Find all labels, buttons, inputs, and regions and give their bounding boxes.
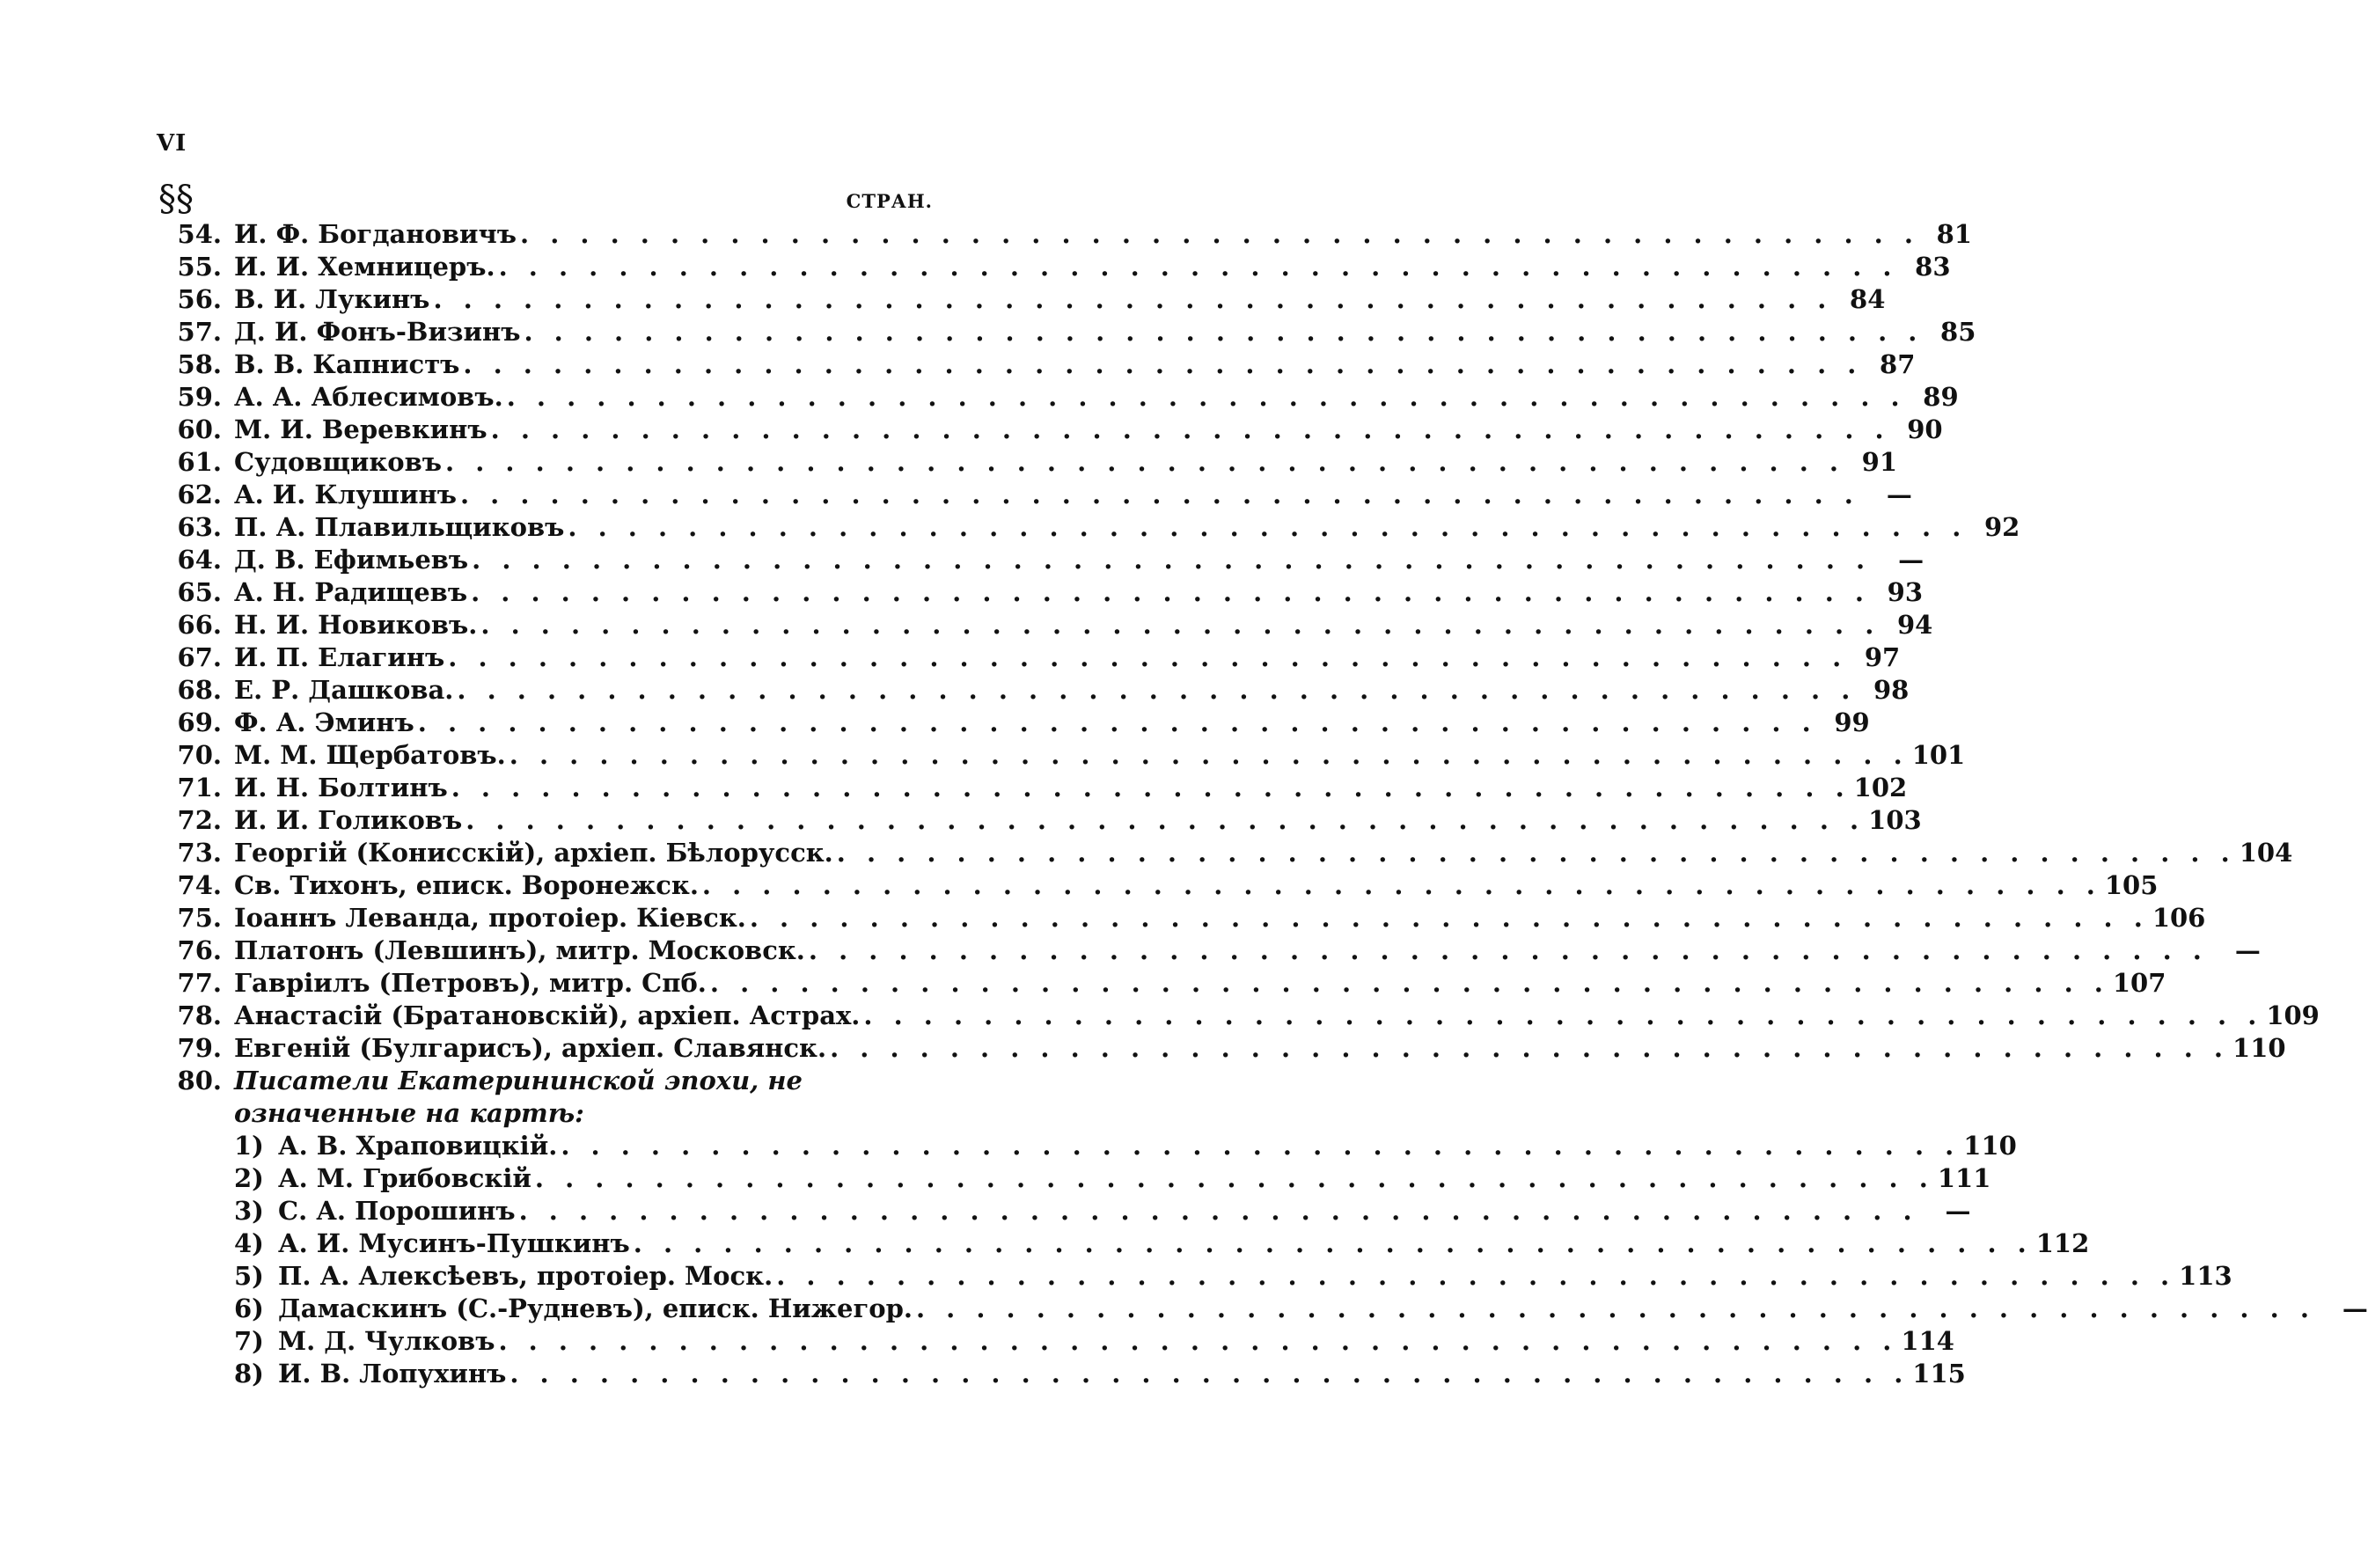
toc-entry <box>158 609 1933 641</box>
entry-page: 90 <box>1907 414 1943 444</box>
sub-entry-number: 2) <box>234 1163 264 1193</box>
sub-entry-title: А. И. Мусинъ-Пушкинъ <box>278 1228 630 1258</box>
sub-entry-number: 6) <box>234 1293 264 1323</box>
entry-number: 68. <box>177 675 222 705</box>
entry-page: 105 <box>2104 870 2159 900</box>
sub-entry-title: А. В. Храповицкій. <box>278 1131 558 1161</box>
toc-header <box>158 176 933 222</box>
toc-entry <box>158 544 1924 576</box>
entry-title: Н. И. Новиковъ. <box>234 610 478 640</box>
toc-entry <box>158 934 2261 967</box>
entry-number: 73. <box>177 838 222 868</box>
sub-entry-number: 7) <box>234 1326 264 1356</box>
dot-leader <box>463 348 1862 381</box>
entry-number: 71. <box>177 773 222 802</box>
sub-entry-page: 111 <box>1937 1163 1991 1193</box>
dot-leader <box>451 772 1851 804</box>
entry-page: 85 <box>1940 317 1976 347</box>
toc-entry <box>158 348 1916 381</box>
entry-page: 91 <box>1861 447 1897 477</box>
dot-leader <box>535 1162 1934 1195</box>
dot-leader <box>491 414 1890 446</box>
sub-entry-title: П. А. Алексѣевъ, протоіер. Моск. <box>278 1261 773 1291</box>
toc-entry <box>158 869 2159 902</box>
entry-number: 76. <box>177 935 222 965</box>
entry-page: 92 <box>1983 512 2020 542</box>
dot-leader <box>471 576 1870 609</box>
entry-title: Св. Тихонъ, еписк. Воронежск. <box>234 870 699 900</box>
entry-page: — <box>2234 935 2261 965</box>
toc-sub-entry <box>158 1195 1971 1227</box>
dot-leader <box>837 837 2236 869</box>
toc-sub-entry <box>158 1227 2090 1260</box>
entry-number: 77. <box>177 968 222 998</box>
entry-page: — <box>1886 480 1912 509</box>
sub-entry-page: — <box>1945 1196 1971 1226</box>
entry-number: 59. <box>177 382 222 412</box>
entry-page: 102 <box>1853 773 1908 802</box>
sub-entry-page: 115 <box>1912 1359 1966 1388</box>
toc-entry <box>158 902 2206 934</box>
dot-leader <box>776 1260 2175 1293</box>
toc-entry <box>158 283 1886 316</box>
entry-number: 80. <box>177 1066 222 1095</box>
toc-sub-entry <box>158 1325 1954 1358</box>
entry-title: Судовщиковъ <box>234 447 443 477</box>
dot-leader <box>519 1195 1918 1227</box>
entry-page: 109 <box>2266 1000 2320 1030</box>
entry-title: В. И. Лукинъ <box>234 284 430 314</box>
entry-title: А. Н. Радищевъ <box>234 577 468 607</box>
sub-entry-page: 114 <box>1901 1326 1954 1356</box>
dot-leader <box>433 283 1832 316</box>
toc-entry <box>158 251 1951 283</box>
dot-leader <box>809 934 2208 967</box>
entry-page: 81 <box>1936 219 1972 249</box>
entry-page: 84 <box>1850 284 1886 314</box>
entry-page: 104 <box>2239 838 2293 868</box>
sub-entry-page: 113 <box>2179 1261 2232 1291</box>
dot-leader <box>480 609 1880 641</box>
entry-number: 56. <box>177 284 222 314</box>
toc-entry <box>158 446 1897 479</box>
toc-entry <box>158 1000 2320 1032</box>
toc-entry <box>158 967 2166 1000</box>
entry-title: М. И. Веревкинъ <box>234 414 488 444</box>
dot-leader <box>418 707 1817 739</box>
entry-title: В. В. Капнистъ <box>234 349 460 379</box>
toc-entry <box>158 479 1912 511</box>
dot-leader <box>498 1325 1897 1358</box>
entry-title: Платонъ (Левшинъ), митр. Московск. <box>234 935 805 965</box>
dot-leader <box>472 544 1871 576</box>
entry-number: 70. <box>177 740 222 770</box>
entry-number: 55. <box>177 252 222 282</box>
entry-title: А. И. Клушинъ <box>234 480 457 509</box>
dot-leader <box>524 316 1923 348</box>
entry-number: 64. <box>177 545 222 575</box>
page-column-label: СТРАН. <box>846 190 933 212</box>
dot-leader <box>510 1358 1909 1390</box>
dot-leader <box>448 641 1847 674</box>
toc-entry <box>158 1032 2286 1065</box>
entry-page: 110 <box>2232 1033 2286 1063</box>
sub-entry-page: 110 <box>1963 1131 2017 1161</box>
entry-title: Ф. А. Эминъ <box>234 707 414 737</box>
entry-number: 69. <box>177 707 222 737</box>
dot-leader <box>568 511 1967 544</box>
toc-entry <box>158 804 1922 837</box>
sub-entry-number: 5) <box>234 1261 264 1291</box>
sub-entry-title: А. М. Грибовскій <box>278 1163 532 1193</box>
sub-entry-number: 1) <box>234 1131 264 1161</box>
dot-leader <box>830 1032 2229 1065</box>
entry-number: 58. <box>177 349 222 379</box>
entry-number: 66. <box>177 610 222 640</box>
dot-leader <box>460 479 1859 511</box>
dot-leader <box>710 967 2109 1000</box>
sub-entry-page: — <box>2342 1293 2368 1323</box>
entry-number: 61. <box>177 447 222 477</box>
entry-title: Е. Р. Дашкова. <box>234 675 454 705</box>
toc-entry <box>158 218 1972 251</box>
sub-entry-number: 4) <box>234 1228 264 1258</box>
section-mark: §§ <box>158 179 194 219</box>
dot-leader <box>634 1227 2033 1260</box>
entry-title: И. И. Хемницеръ. <box>234 252 495 282</box>
sub-entry-number: 8) <box>234 1359 264 1388</box>
entry-title: Д. В. Ефимьевъ <box>234 545 469 575</box>
entry-title: Д. И. Фонъ-Визинъ <box>234 317 521 347</box>
entry-page: 83 <box>1915 252 1951 282</box>
toc-sub-entry <box>158 1293 2368 1325</box>
toc-entry <box>158 414 1943 446</box>
toc-sub-entry <box>158 1130 2017 1162</box>
entry-title: Анастасій (Братановскій), архіеп. Астрах. <box>234 1000 861 1030</box>
entry-page: 106 <box>2152 903 2206 933</box>
dot-leader <box>863 1000 2262 1032</box>
entry-title: И. Н. Болтинъ <box>234 773 448 802</box>
toc-entry <box>158 837 2293 869</box>
dot-leader <box>466 804 1865 837</box>
entry-title: А. А. Аблесимовъ. <box>234 382 503 412</box>
entry-page: 97 <box>1864 642 1901 672</box>
entry-number: 63. <box>177 512 222 542</box>
dot-leader <box>520 218 1919 251</box>
entry-number: 75. <box>177 903 222 933</box>
dot-leader <box>457 674 1856 707</box>
table-of-contents <box>158 218 2368 1390</box>
entry-page: — <box>1898 545 1924 575</box>
dot-leader <box>499 251 1898 283</box>
toc-entry <box>158 641 1901 674</box>
toc-entry <box>158 674 1910 707</box>
toc-entry <box>158 739 1966 772</box>
entry-number: 60. <box>177 414 222 444</box>
entry-page: 94 <box>1896 610 1933 640</box>
toc-sub-entry <box>158 1358 1966 1390</box>
sub-entry-title: И. В. Лопухинъ <box>278 1359 507 1388</box>
dot-leader <box>507 381 1906 414</box>
toc-sub-entry <box>158 1162 1991 1195</box>
entry-number: 62. <box>177 480 222 509</box>
entry-page: 87 <box>1880 349 1916 379</box>
entry-page: 107 <box>2112 968 2166 998</box>
toc-entry-section-heading <box>158 1065 933 1130</box>
dot-leader <box>916 1293 2315 1325</box>
entry-title: И. И. Голиковъ <box>234 805 463 835</box>
entry-title: И. П. Елагинъ <box>234 642 445 672</box>
entry-title: М. М. Щербатовъ. <box>234 740 506 770</box>
sub-entry-title: С. А. Порошинъ <box>278 1196 516 1226</box>
sub-entry-number: 3) <box>234 1196 264 1226</box>
entry-number: 67. <box>177 642 222 672</box>
dot-leader <box>750 902 2149 934</box>
page-number: VI <box>157 130 187 157</box>
sub-entry-title: Дамаскинъ (С.-Рудневъ), еписк. Нижегор. <box>278 1293 913 1323</box>
toc-entry <box>158 511 2020 544</box>
toc-entry <box>158 316 1976 348</box>
toc-entry <box>158 381 1959 414</box>
toc-entry <box>158 707 1870 739</box>
entry-title: И. Ф. Богдановичъ <box>234 219 517 249</box>
entry-title: Писатели Екатерининской эпохи, не означенные на картѣ: <box>234 1066 803 1128</box>
dot-leader <box>561 1130 1960 1162</box>
entry-title: Іоаннъ Леванда, протоіер. Кіевск. <box>234 903 746 933</box>
toc-entry <box>158 772 1908 804</box>
dot-leader <box>510 739 1909 772</box>
sub-entry-title: М. Д. Чулковъ <box>278 1326 495 1356</box>
entry-page: 93 <box>1887 577 1924 607</box>
toc-entry <box>158 576 1924 609</box>
entry-number: 78. <box>177 1000 222 1030</box>
entry-title: П. А. Плавильщиковъ <box>234 512 565 542</box>
entry-number: 54. <box>177 219 222 249</box>
entry-number: 72. <box>177 805 222 835</box>
entry-title: Гавріилъ (Петровъ), митр. Спб. <box>234 968 707 998</box>
entry-title: Георгій (Конисскій), архіеп. Бѣлорусск. <box>234 838 833 868</box>
entry-page: 99 <box>1834 707 1870 737</box>
toc-sub-entry <box>158 1260 2232 1293</box>
entry-number: 74. <box>177 870 222 900</box>
dot-leader <box>445 446 1844 479</box>
entry-number: 57. <box>177 317 222 347</box>
dot-leader <box>702 869 2101 902</box>
entry-page: 89 <box>1923 382 1959 412</box>
entry-page: 98 <box>1873 675 1910 705</box>
entry-page: 101 <box>1911 740 1966 770</box>
sub-entry-page: 112 <box>2035 1228 2090 1258</box>
entry-number: 65. <box>177 577 222 607</box>
entry-number: 79. <box>177 1033 222 1063</box>
entry-title: Евгеній (Булгарисъ), архіеп. Славянск. <box>234 1033 827 1063</box>
entry-page: 103 <box>1868 805 1922 835</box>
